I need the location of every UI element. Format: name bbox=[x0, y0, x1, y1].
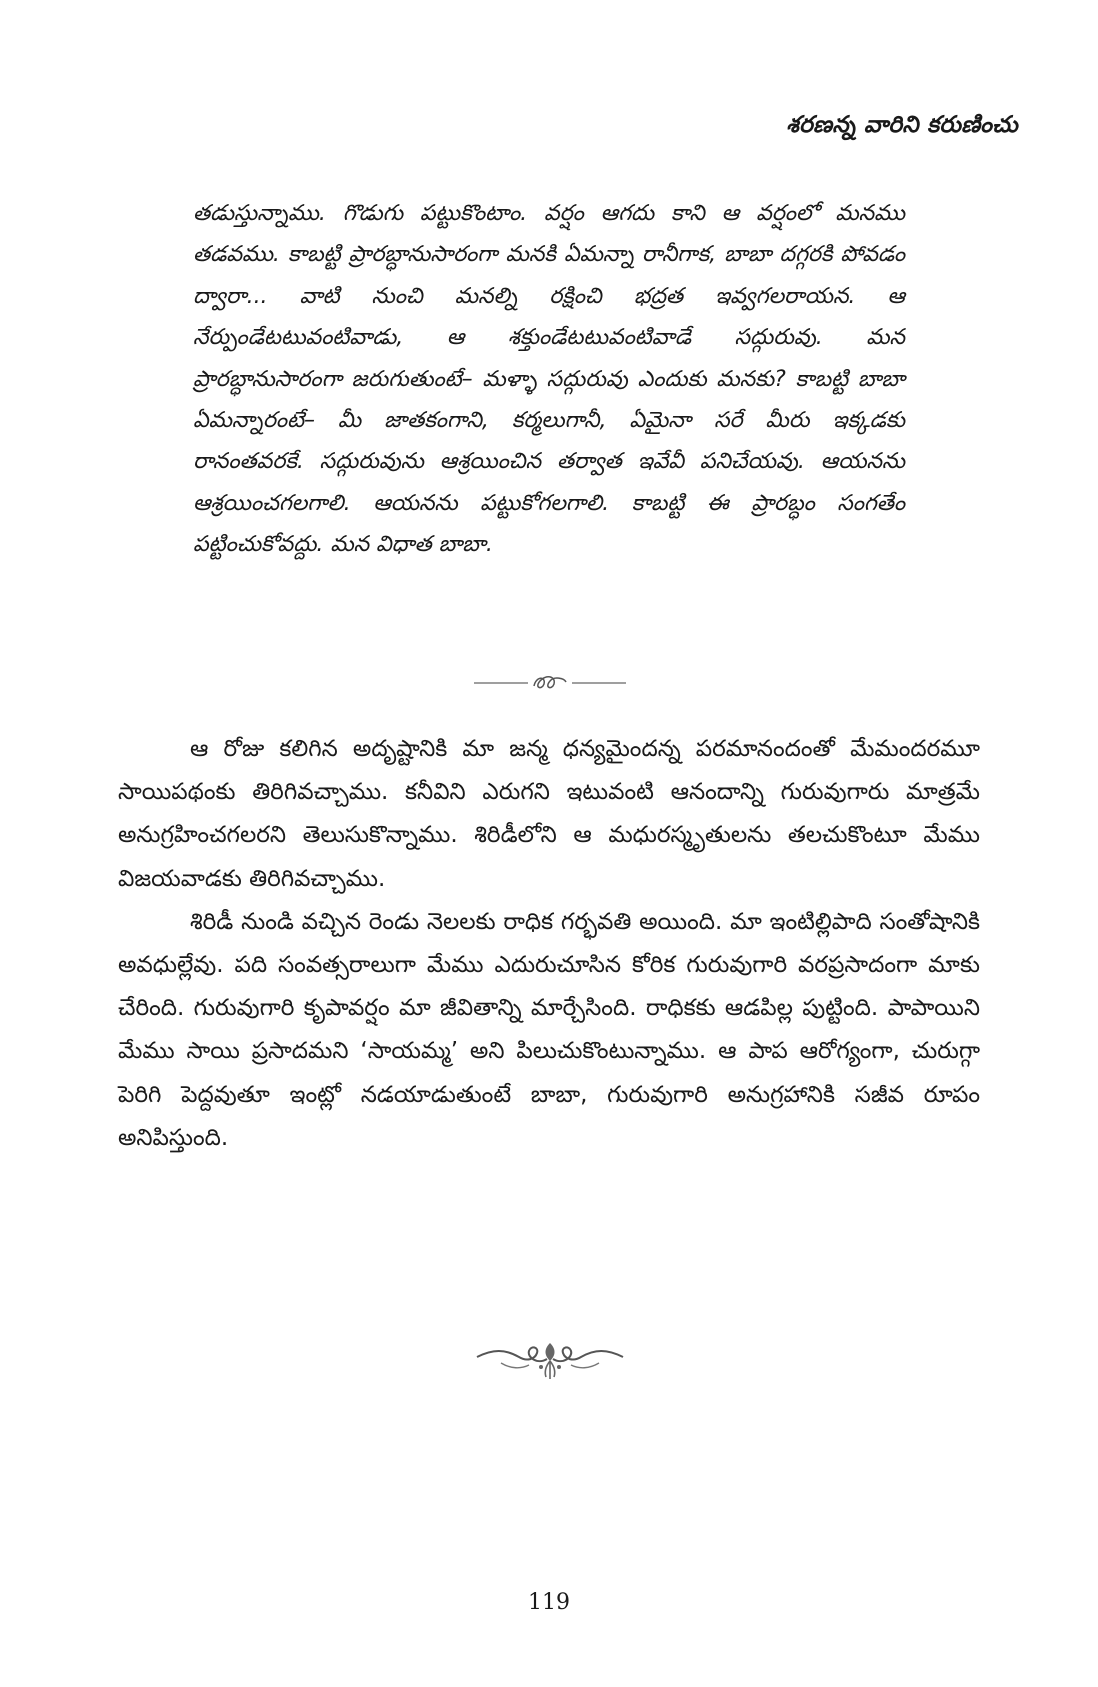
running-header: శరణన్న వారిని కరుణించు bbox=[786, 112, 1018, 138]
swirl-divider-icon bbox=[470, 670, 630, 694]
quote-paragraph: తడుస్తున్నాము. గొడుగు పట్టుకొంటాం. వర్షం ఆగదు కాని ఆ వర్షంలో మనము తడవము. కాబట్టి ప్రారబ్ధానుసారంగా మనకి ఏమన్నా రానీగాక, బాబా దగ్గరకి పోవడం ద్వారా... వాటి నుంచి మనల్ని రక్షించి భద్రత ఇవ్వగలరాయన. ఆ నేర్పుండేటటువంటివాడు, ఆ శక్తుండేటటువంటివాడే సద్గురువు. మన ప్రారబ్ధానుసారంగా జరుగుతుంటే– మళ్ళా సద్గురువు ఎందుకు మనకు? కాబట్టి బాబా ఏమన్నారంటే– మీ జాతకంగాని, కర్మలుగానీ, ఏమైనా సరే మీరు ఇక్కడకు రానంతవరకే. సద్గురువును ఆశ్రయించిన తర్వాత ఇవేవీ పనిచేయవు. ఆయనను ఆశ్రయించగలగాలి. ఆయనను పట్టుకోగలగాలి. కాబట్టి ఈ ప్రారబ్ధం సంగతేం పట్టించుకోవద్దు. మన విధాత బాబా. bbox=[193, 201, 905, 558]
quoted-passage bbox=[193, 193, 905, 566]
page-number: 119 bbox=[528, 1590, 570, 1615]
body-paragraph: ఆ రోజు కలిగిన అదృష్టానికి మా జన్మ ధన్యమైందన్న పరమానందంతో మేమందరమూ సాయిపథంకు తిరిగివచ్చాము. కనీవిని ఎరుగని ఇటువంటి ఆనందాన్ని గురువుగారు మాత్రమే అనుగ్రహించగలరని తెలుసుకొన్నాము. శిరిడీలోని ఆ మధురస్మృతులను తలచుకొంటూ మేము విజయవాడకు తిరిగివచ్చాము. bbox=[118, 736, 980, 892]
floral-ornament-icon bbox=[471, 1335, 629, 1383]
body-paragraph: శిరిడీ నుండి వచ్చిన రెండు నెలలకు రాధిక గర్భవతి అయింది. మా ఇంటిల్లిపాది సంతోషానికి అవధుల్లేవు. పది సంవత్సరాలుగా మేము ఎదురుచూసిన కోరిక గురువుగారి వరప్రసాదంగా మాకు చేరింది. గురువుగారి కృపావర్షం మా జీవితాన్ని మార్చేసింది. రాధికకు ఆడపిల్ల పుట్టింది. పాపాయిని మేము సాయి ప్రసాదమని ‘సాయమ్మ’ అని పిలుచుకొంటున్నాము. ఆ పాప ఆరోగ్యంగా, చురుగ్గా పెరిగి పెద్దవుతూ ఇంట్లో నడయాడుతుంటే బాబా, గురువుగారి అనుగ్రహానికి సజీవ రూపం అనిపిస్తుంది. bbox=[118, 908, 980, 1151]
body-text bbox=[118, 728, 980, 1160]
